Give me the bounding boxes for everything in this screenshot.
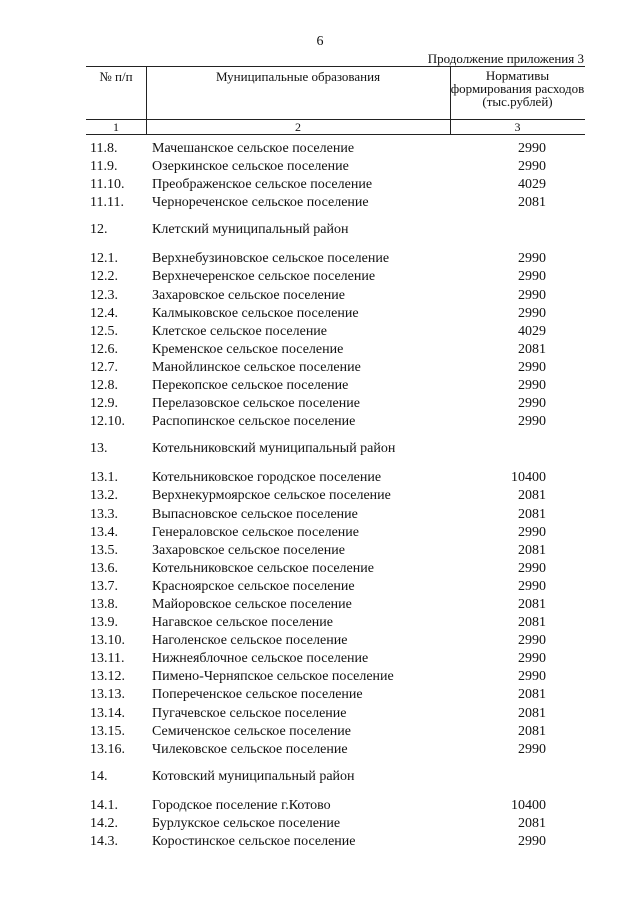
expense-norm-value: 2081: [518, 705, 546, 721]
settlement-name: Калмыковское сельское поселение: [152, 305, 359, 321]
settlement-name: Нагавское сельское поселение: [152, 615, 333, 631]
expense-norm-value: 4029: [518, 177, 546, 193]
table-row: [0, 395, 640, 413]
settlement-name: Чернореченское сельское поселение: [152, 195, 369, 211]
table-row: [0, 833, 640, 851]
expense-norm-value: 2990: [518, 305, 546, 321]
table-row: [0, 250, 640, 268]
column-number-2: 2: [295, 120, 301, 134]
row-number: 13.14.: [90, 705, 125, 721]
table-row: [0, 341, 640, 359]
expense-norm-value: 2081: [518, 195, 546, 211]
row-number: 13.7.: [90, 578, 118, 594]
expense-norm-value: 2081: [518, 815, 546, 831]
district-name: Котовский муниципальный район: [152, 768, 355, 784]
table-row: [0, 723, 640, 741]
row-number: 12.2.: [90, 269, 118, 285]
row-number: 14.3.: [90, 834, 118, 849]
settlement-name: Перекопское сельское поселение: [152, 378, 349, 394]
row-number: 14.1.: [90, 797, 118, 813]
table-row: [0, 359, 640, 377]
expense-norm-value: 2990: [518, 834, 546, 849]
row-number: 13.1.: [90, 470, 118, 486]
row-number: 13.5.: [90, 542, 118, 558]
expense-norm-value: 2990: [518, 159, 546, 175]
table-row: [0, 650, 640, 668]
settlement-name: Чилековское сельское поселение: [152, 741, 348, 757]
table-row: [0, 596, 640, 614]
expense-norm-value: 2081: [518, 488, 546, 504]
row-number: 12.1.: [90, 251, 118, 267]
row-number: 12.8.: [90, 378, 118, 394]
table-row: [0, 560, 640, 578]
table-row: [0, 797, 640, 815]
settlement-name: Мачешанское сельское поселение: [152, 141, 355, 156]
settlement-name: Котельниковское городское поселение: [152, 470, 382, 486]
table-row: [0, 469, 640, 487]
table-row: [0, 140, 640, 158]
row-number: 11.10.: [90, 177, 125, 193]
settlement-name: Верхнебузиновское сельское поселение: [152, 251, 390, 267]
expense-norm-value: 2990: [518, 396, 546, 412]
settlement-name: Кременское сельское поселение: [152, 341, 344, 357]
continuation-note: Продолжение приложения 3: [427, 51, 584, 66]
table-row: [0, 413, 640, 431]
settlement-name: Преображенское сельское поселение: [152, 177, 373, 193]
table-row: [0, 705, 640, 723]
table-row: [0, 305, 640, 323]
table-row: [0, 506, 640, 524]
settlement-name: Майоровское сельское поселение: [152, 596, 352, 612]
settlement-name: Котельниковское сельское поселение: [152, 560, 374, 576]
row-number: 12.6.: [90, 341, 118, 357]
row-number: 11.8.: [90, 141, 118, 156]
settlement-name: Наголенское сельское поселение: [152, 633, 348, 649]
expense-norm-value: 2081: [518, 506, 546, 522]
settlement-name: Пугачевское сельское поселение: [152, 705, 347, 721]
expense-norm-value: 2990: [518, 287, 546, 303]
settlement-name: Попереченское сельское поселение: [152, 687, 363, 703]
row-number: 13.2.: [90, 488, 118, 504]
column-number-1: 1: [113, 120, 119, 134]
table-row: [0, 524, 640, 542]
header-municipality-col: Муниципальные образования: [215, 69, 381, 84]
settlement-name: Клетское сельское поселение: [152, 323, 328, 339]
expense-norm-value: 2990: [518, 378, 546, 394]
expense-norm-value: 10400: [511, 470, 546, 486]
expense-norm-value: 2990: [518, 251, 546, 267]
settlement-name: Манойлинское сельское поселение: [152, 359, 361, 375]
row-number: 12.7.: [90, 359, 118, 375]
settlement-name: Генераловское сельское поселение: [152, 524, 359, 540]
district-row: [0, 768, 640, 790]
row-number: 12.4.: [90, 305, 118, 321]
expense-norm-value: 2990: [518, 414, 546, 430]
row-number: 12.9.: [90, 396, 118, 412]
header-norms-col: Нормативы формирования расходов (тыс.рублей): [450, 68, 585, 109]
row-number: 13.: [90, 441, 108, 457]
expense-norm-value: 2081: [518, 596, 546, 612]
row-number: 13.6.: [90, 560, 118, 576]
settlement-name: Коростинское сельское поселение: [152, 834, 356, 849]
settlement-name: Верхнечеренское сельское поселение: [152, 269, 376, 285]
row-number: 13.15.: [90, 723, 125, 739]
table-row: [0, 542, 640, 560]
settlement-name: Бурлукское сельское поселение: [152, 815, 341, 831]
settlement-name: Распопинское сельское поселение: [152, 414, 356, 430]
header-divider: [86, 119, 585, 120]
expense-norm-value: 2990: [518, 651, 546, 667]
table-row: [0, 268, 640, 286]
row-number: 12.5.: [90, 323, 118, 339]
settlement-name: Пимено-Черняпское сельское поселение: [152, 669, 394, 685]
row-number: 12.3.: [90, 287, 118, 303]
column-number-3: 3: [514, 120, 521, 134]
page-number: 6: [316, 34, 324, 49]
district-row: [0, 221, 640, 243]
row-number: 13.11.: [90, 651, 125, 667]
table-row: [0, 377, 640, 395]
expense-norm-value: 2081: [518, 615, 546, 631]
settlement-name: Городское поселение г.Котово: [152, 797, 331, 813]
table-row: [0, 287, 640, 305]
expense-norm-value: 4029: [518, 323, 546, 339]
table-row: [0, 815, 640, 833]
row-number: 14.: [90, 768, 108, 784]
expense-norm-value: 2990: [518, 359, 546, 375]
row-number: 13.3.: [90, 506, 118, 522]
row-number: 13.4.: [90, 524, 118, 540]
row-number: 11.9.: [90, 159, 118, 175]
table-row: [0, 614, 640, 632]
row-number: 14.2.: [90, 815, 118, 831]
settlement-name: Захаровское сельское поселение: [152, 542, 345, 558]
row-number: 13.8.: [90, 596, 118, 612]
row-number: 12.: [90, 222, 108, 238]
settlement-name: Выпасновское сельское поселение: [152, 506, 358, 522]
expense-norm-value: 2990: [518, 560, 546, 576]
expense-norm-value: 2990: [518, 269, 546, 285]
table-row: [0, 158, 640, 176]
settlement-name: Верхнекурмоярское сельское поселение: [152, 488, 391, 504]
row-number: 13.13.: [90, 687, 125, 703]
expense-norm-value: 2081: [518, 723, 546, 739]
row-number: 13.16.: [90, 741, 125, 757]
table-row: [0, 323, 640, 341]
table-row: [0, 578, 640, 596]
table-header: [86, 66, 585, 135]
expense-norm-value: 2990: [518, 741, 546, 757]
expense-norm-value: 2990: [518, 141, 546, 156]
district-name: Котельниковский муниципальный район: [152, 441, 396, 457]
expense-norm-value: 2081: [518, 542, 546, 558]
row-number: 11.11.: [90, 195, 124, 211]
header-number-col: № п/п: [99, 69, 133, 84]
settlement-name: Озеркинское сельское поселение: [152, 159, 349, 175]
settlement-name: Захаровское сельское поселение: [152, 287, 345, 303]
settlement-name: Красноярское сельское поселение: [152, 578, 355, 594]
expense-norm-value: 10400: [511, 797, 546, 813]
expense-norm-value: 2990: [518, 669, 546, 685]
settlement-name: Семиченское сельское поселение: [152, 723, 352, 739]
expense-norm-value: 2990: [518, 633, 546, 649]
expense-norm-value: 2081: [518, 687, 546, 703]
expense-norm-value: 2990: [518, 524, 546, 540]
row-number: 13.10.: [90, 633, 125, 649]
district-name: Клетский муниципальный район: [152, 222, 349, 238]
settlement-name: Нижнеяблочное сельское поселение: [152, 651, 369, 667]
row-number: 13.9.: [90, 615, 118, 631]
table-row: [0, 487, 640, 505]
table-row: [0, 741, 640, 759]
expense-norm-value: 2081: [518, 341, 546, 357]
table-row: [0, 686, 640, 704]
settlement-name: Перелазовское сельское поселение: [152, 396, 360, 412]
table-row: [0, 668, 640, 686]
table-row: [0, 632, 640, 650]
table-body: [0, 140, 640, 851]
row-number: 12.10.: [90, 414, 125, 430]
row-number: 13.12.: [90, 669, 125, 685]
table-row: [0, 176, 640, 194]
table-row: [0, 194, 640, 212]
district-row: [0, 440, 640, 462]
expense-norm-value: 2990: [518, 578, 546, 594]
